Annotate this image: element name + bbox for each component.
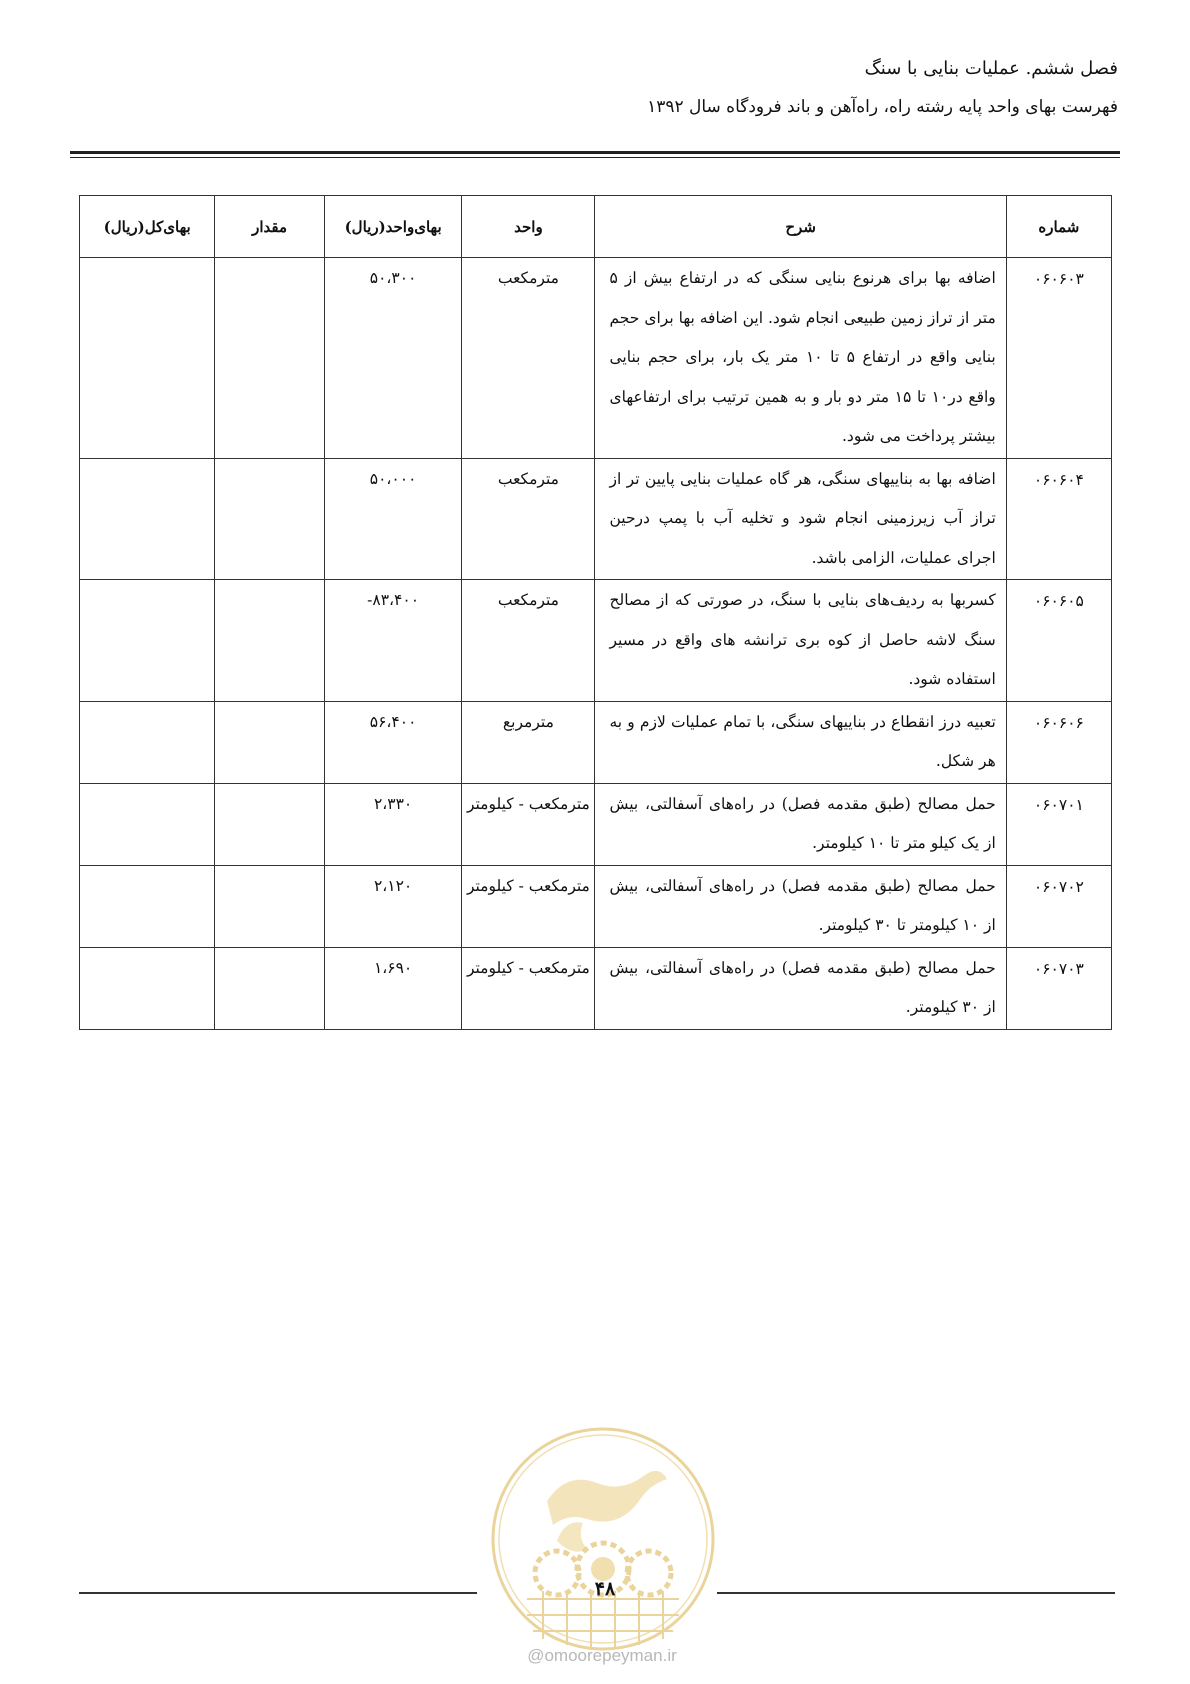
item-code: ۰۶۰۷۰۲ bbox=[1006, 865, 1111, 947]
col-header-unit: واحد bbox=[462, 196, 595, 258]
page-number: ۴۸ bbox=[594, 1578, 616, 1600]
item-quantity bbox=[215, 783, 325, 865]
item-code: ۰۶۰۶۰۴ bbox=[1006, 458, 1111, 580]
document-title: فهرست بهای واحد پایه رشته راه، راه‌آهن و باند فرودگاه سال ۱۳۹۲ bbox=[647, 97, 1118, 117]
seal-logo-icon bbox=[487, 1423, 719, 1655]
item-unit: مترمکعب bbox=[462, 258, 595, 459]
footer-rule-left bbox=[79, 1592, 477, 1594]
col-header-unit-price: بهای‌واحد(ریال) bbox=[324, 196, 461, 258]
item-total bbox=[80, 258, 215, 459]
item-description: حمل مصالح (طبق مقدمه فصل) در راه‌های آسفالتی، بیش از ۱۰ کیلومتر تا ۳۰ کیلومتر. bbox=[595, 865, 1006, 947]
col-header-code: شماره bbox=[1006, 196, 1111, 258]
item-total bbox=[80, 865, 215, 947]
table-row bbox=[80, 783, 1112, 865]
table-row bbox=[80, 580, 1112, 702]
item-quantity bbox=[215, 458, 325, 580]
table-row bbox=[80, 947, 1112, 1029]
item-unit: مترمکعب - کیلومتر bbox=[462, 947, 595, 1029]
item-total bbox=[80, 701, 215, 783]
col-header-description: شرح bbox=[595, 196, 1006, 258]
item-unit-price: -۸۳،۴۰۰ bbox=[324, 580, 461, 702]
table-row bbox=[80, 258, 1112, 459]
table-header-row bbox=[80, 196, 1112, 258]
header-rule-thin bbox=[70, 157, 1120, 158]
page-header bbox=[647, 58, 1118, 117]
item-quantity bbox=[215, 258, 325, 459]
item-unit-price: ۵۰،۰۰۰ bbox=[324, 458, 461, 580]
item-code: ۰۶۰۶۰۳ bbox=[1006, 258, 1111, 459]
footer-rule-right bbox=[717, 1592, 1115, 1594]
item-total bbox=[80, 947, 215, 1029]
price-table bbox=[79, 195, 1112, 1030]
item-unit-price: ۱،۶۹۰ bbox=[324, 947, 461, 1029]
item-unit: مترمکعب - کیلومتر bbox=[462, 865, 595, 947]
item-description: اضافه بها برای هرنوع بنایی سنگی که در ارتفاع بیش از ۵ متر از تراز زمین طبیعی انجام شود. این اضافه بها برای حجم بنایی واقع در ارتفاع ۵ تا ۱۰ متر یک بار، برای حجم بنایی واقع در۱۰ تا ۱۵ متر دو بار و به همین ترتیب برای ارتفاعهای بیشتر پرداخت می شود. bbox=[595, 258, 1006, 459]
item-total bbox=[80, 580, 215, 702]
item-total bbox=[80, 783, 215, 865]
item-code: ۰۶۰۶۰۶ bbox=[1006, 701, 1111, 783]
item-code: ۰۶۰۶۰۵ bbox=[1006, 580, 1111, 702]
item-quantity bbox=[215, 947, 325, 1029]
item-unit: مترمکعب bbox=[462, 580, 595, 702]
item-unit-price: ۵۶،۴۰۰ bbox=[324, 701, 461, 783]
table-row bbox=[80, 458, 1112, 580]
table-row bbox=[80, 865, 1112, 947]
item-description: حمل مصالح (طبق مقدمه فصل) در راه‌های آسفالتی، بیش از ۳۰ کیلومتر. bbox=[595, 947, 1006, 1029]
item-unit-price: ۲،۱۲۰ bbox=[324, 865, 461, 947]
col-header-total-price: بهای‌کل(ریال) bbox=[80, 196, 215, 258]
item-description: حمل مصالح (طبق مقدمه فصل) در راه‌های آسفالتی، بیش از یک کیلو متر تا ۱۰ کیلومتر. bbox=[595, 783, 1006, 865]
item-total bbox=[80, 458, 215, 580]
item-description: اضافه بها به بناییهای سنگی، هر گاه عملیات بنایی پایین تر از تراز آب زیرزمینی انجام شود و تخلیه آب با پمپ درحین اجرای عملیات، الزامی باشد. bbox=[595, 458, 1006, 580]
watermark-text: @omoorepeyman.ir bbox=[527, 1646, 677, 1665]
item-quantity bbox=[215, 865, 325, 947]
item-description: کسربها به ردیف‌های بنایی با سنگ، در صورتی که از مصالح سنگ لاشه حاصل از کوه بری ترانشه های واقع در مسیر استفاده شود. bbox=[595, 580, 1006, 702]
header-rule-thick bbox=[70, 151, 1120, 154]
col-header-quantity: مقدار bbox=[215, 196, 325, 258]
item-code: ۰۶۰۷۰۳ bbox=[1006, 947, 1111, 1029]
item-description: تعبیه درز انقطاع در بناییهای سنگی، با تمام عملیات لازم و به هر شکل. bbox=[595, 701, 1006, 783]
chapter-title: فصل ششم. عملیات بنایی با سنگ bbox=[864, 58, 1118, 79]
item-unit-price: ۲،۳۳۰ bbox=[324, 783, 461, 865]
item-unit: مترمکعب bbox=[462, 458, 595, 580]
table-row bbox=[80, 701, 1112, 783]
item-quantity bbox=[215, 580, 325, 702]
item-quantity bbox=[215, 701, 325, 783]
item-unit-price: ۵۰،۳۰۰ bbox=[324, 258, 461, 459]
item-code: ۰۶۰۷۰۱ bbox=[1006, 783, 1111, 865]
item-unit: مترمربع bbox=[462, 701, 595, 783]
item-unit: مترمکعب - کیلومتر bbox=[462, 783, 595, 865]
